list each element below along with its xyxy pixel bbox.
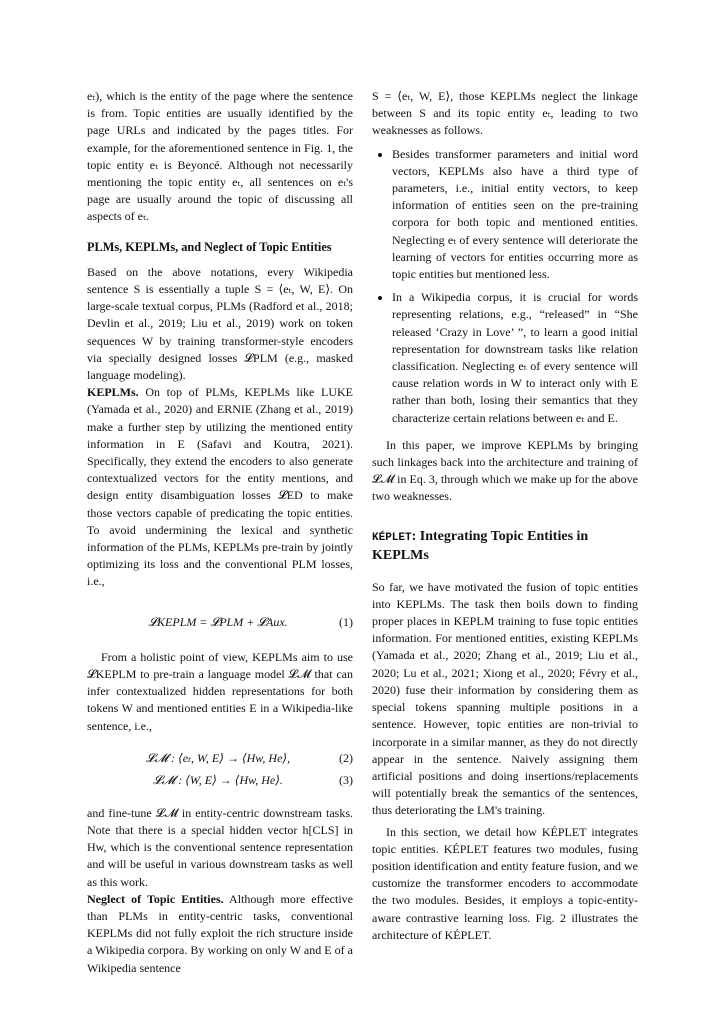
left-paragraph-2: Based on the above notations, every Wikipedia sentence S is essentially a tuple S = ⟨eₜ, W, E⟩. On large-scale textual corpus, PLMs (Radford et al., 2018; Devlin et al., 2019; Liu et al., 2019) work on token sequences W by training transformer-style encoders via specially designed losses 𝓛PLM (e.g., masked language modeling). bbox=[87, 264, 353, 383]
equation-1-number: (1) bbox=[339, 615, 353, 630]
left-column bbox=[87, 88, 353, 977]
left-paragraph-4: From a holistic point of view, KEPLMs aim to use 𝓛KEPLM to pre-train a language model 𝓛𝓜 that can infer contextualized hidden representations for both tokens W and mentioned entities E in a Wikipedia-like sentence, i.e., bbox=[87, 649, 353, 733]
right-paragraph-4: In this section, we detail how KÉPLET integrates topic entities. KÉPLET features two modules, fusing position identification and entity feature fusion, and we customize the transformer encoders to accommodate the two modules. Besides, it employs a topic-entity-aware contrastive learning loss. Fig. 2 illustrates the architecture of KÉPLET. bbox=[372, 824, 638, 942]
left-paragraph-3 bbox=[87, 384, 353, 590]
keplms-text: On top of PLMs, KEPLMs like LUKE (Yamada et al., 2020) and ERNIE (Zhang et al., 2019) make a further step by utilizing the mentioned entity information in E (Safavi and Koutra, 2021). Specifically, they extend the encoders to also generate contextualized vectors for the entity mentions, and design entity disambiguation losses 𝓛ED to make those vectors capable of predicating the topic entities. To avoid undermining the lexical and synthetic information of the PLMs, KEPLMs pre-train by jointly optimizing its loss and the conventional PLM losses, i.e., bbox=[87, 385, 353, 589]
equation-3 bbox=[87, 771, 353, 791]
section-heading-plms: PLMs, KEPLMs, and Neglect of Topic Entities bbox=[87, 239, 332, 254]
right-paragraph-2: In this paper, we improve KEPLMs by bringing such linkages back into the architecture and training of 𝓛𝓜 in Eq. 3, through which we make up for the above two weaknesses. bbox=[372, 437, 638, 504]
equation-3-body: 𝓛𝓜 : ⟨W, E⟩ → ⟨Hw, He⟩. bbox=[153, 773, 283, 788]
right-paragraph-3: So far, we have motivated the fusion of topic entities into KEPLMs. The task then boils down to finding proper places in KEPLM training to fuse topic entities information. For mentioned entities, existing KEPLMs (Yamada et al., 2020; Zhang et al., 2019; Liu et al., 2020; Lu et al., 2021; Xiong et al., 2020; Févry et al., 2020) fuse their information by considering them as special tokens spanning multiple positions in a sentence. However, topic entities are non-trivial to incorporate in a similar manner, as they do not directly appear in the sentence. Naively assigning them artificial positions and doing insertions/replacements will potentially break the semantics of the sentences, thus deteriorating the LM's training. bbox=[372, 579, 638, 818]
weakness-list bbox=[372, 146, 638, 427]
left-paragraph-6 bbox=[87, 891, 353, 977]
equation-3-number: (3) bbox=[339, 773, 353, 788]
keplet-name: KÉPLET bbox=[372, 531, 412, 544]
equation-1 bbox=[87, 613, 353, 633]
keplms-lead: KEPLMs. bbox=[87, 385, 139, 400]
left-paragraph-1: eₜ), which is the entity of the page where the sentence is from. Topic entities are usually identified by the page URLs and indicated by the pages titles. For example, for the aforementioned sentence in Fig. 1, the topic entity eₜ is Beyoncé. Although not necessarily mentioning the topic entity eₜ, all sentences on eₜ's page are usually around the topic of discussing all aspects of eₜ. bbox=[87, 89, 353, 224]
equations-2-3 bbox=[87, 749, 353, 791]
equation-2-body: 𝓛𝓜 : ⟨eₜ, W, E⟩ → ⟨Hw, He⟩, bbox=[145, 751, 291, 766]
keplet-heading-rest: : Integrating Topic Entities in KEPLMs bbox=[372, 528, 589, 563]
neglect-text: Although more effective than PLMs in entity-centric tasks, conventional KEPLMs did not fully exploit the rich structure inside a Wikipedia corpora. By working on only W and E of a Wikipedia sentence bbox=[87, 891, 353, 975]
list-item: • Besides transformer parameters and initial word vectors, KEPLMs also have a third type of parameters, i.e., initial entity vectors, to keep information of entities seen on the pre-training corpora for both topic and mentioned entities. Neglecting eₜ of every sentence will deteriorate the learning of vectors for entities occurring more as topic entities but mentioned less. bbox=[392, 146, 638, 284]
equation-1-body: 𝓛KEPLM = 𝓛PLM + 𝓛Aux. bbox=[148, 615, 288, 630]
list-item: • In a Wikipedia corpus, it is crucial for words representing relations, e.g., “released” in “She released ‘Crazy in Love’ ”, to learn a good initial representation for downstream tasks like relation classification. Neglecting eₜ of every sentence will cause relation words in W to interact only with E rather than both, losing their semantics that they characterize certain relations between eₜ and E. bbox=[392, 289, 638, 427]
right-paragraph-1: S = ⟨eₜ, W, E⟩, those KEPLMs neglect the linkage between S and its topic entity eₜ, leading to two weaknesses as follows. bbox=[372, 89, 638, 138]
right-column bbox=[372, 88, 638, 944]
left-paragraph-5: and fine-tune 𝓛𝓜 in entity-centric downstream tasks. Note that there is a special hidden vector h[CLS] in Hw, which is the conventional sentence representation and will be useful in various downstream tasks as well as this work. bbox=[87, 805, 353, 889]
equation-2 bbox=[87, 749, 353, 769]
section-heading-keplet bbox=[372, 528, 638, 565]
neglect-lead: Neglect of Topic Entities. bbox=[87, 891, 224, 906]
equation-2-number: (2) bbox=[339, 751, 353, 766]
